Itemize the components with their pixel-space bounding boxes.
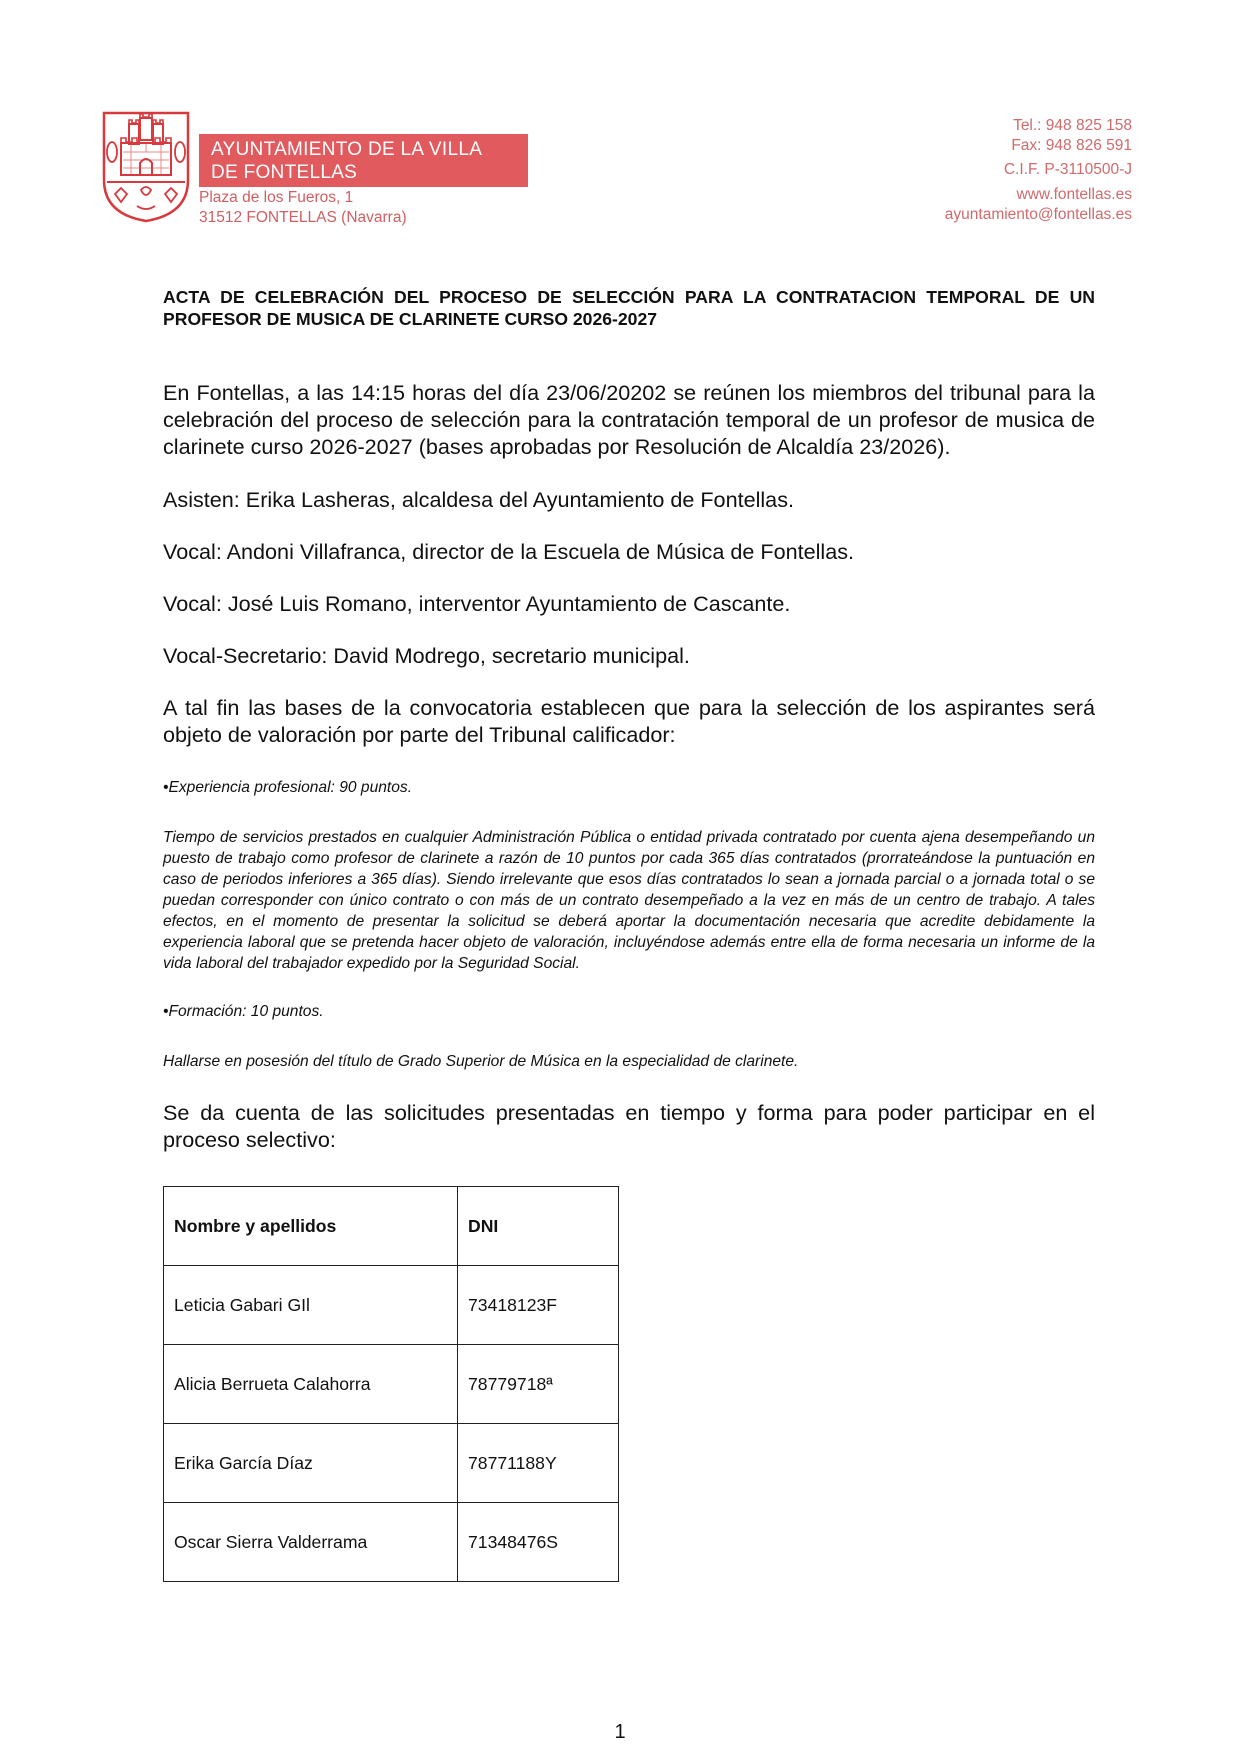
criterion-experience-text: Tiempo de servicios prestados en cualquier Administración Pública o entidad privada contratado por cuenta ajena desempeñando un puesto de trabajo como profesor de clarinete a razón de 10 puntos por cada 365 días contratados (prorrateándose la puntuación en caso de periodos inferiores a 365 días). Siendo irrelevante que esos días contratados lo sean a jornada parcial o a jornada total o se puedan corresponder con único contrato o con más de un contrato desempeñado a la vez en más de un centro de trabajo. A tales efectos, en el momento de presentar la solicitud se deberá aportar la documentación necesaria que acredite debidamente la experiencia laboral que se pretenda hacer objeto de valoración, incluyéndose además entre ella de forma necesaria un informe de la vida laboral del trabajador expedido por la Seguridad Social. [163,829,1095,972]
criterion-experience-title: •Experiencia profesional: 90 puntos. [163,779,413,796]
criterion-training-title: •Formación: 10 puntos. [163,1003,324,1020]
page-number: 1 [614,1721,626,1743]
contact-cif: C.I.F. P-3110500-J [1003,161,1132,178]
attendee-line-president: Asisten: Erika Lasheras, alcaldesa del Ayuntamiento de Fontellas. [163,487,794,512]
attendee-line-vocal-2: Vocal: José Luis Romano, interventor Ayuntamiento de Cascante. [163,591,791,616]
attendee-line-vocal-1: Vocal: Andoni Villafranca, director de la Escuela de Música de Fontellas. [163,539,854,564]
applicants-table [163,1186,619,1582]
applicant-name: Alicia Berrueta Calahorra [164,1345,458,1424]
applications-paragraph: Se da cuenta de las solicitudes presentadas en tiempo y forma para poder participar en el proceso selectivo: [163,1100,1095,1152]
table-row [164,1424,619,1503]
table-row [164,1266,619,1345]
organization-name-line2: DE FONTELLAS [211,162,358,183]
document-body [163,286,1095,1582]
contact-fax: Fax: 948 826 591 [1011,137,1132,154]
address-street: Plaza de los Fueros, 1 [199,189,354,206]
applicant-name: Erika García Díaz [164,1424,458,1503]
header-dni: DNI [458,1187,619,1266]
applicant-dni: 73418123F [458,1266,619,1345]
attendee-line-secretary: Vocal-Secretario: David Modrego, secretario municipal. [163,643,690,668]
document-title: ACTA DE CELEBRACIÓN DEL PROCESO DE SELECCIÓN PARA LA CONTRATACION TEMPORAL DE UN PROFESOR DE MUSICA DE CLARINETE CURSO 2026-2027 [163,287,1095,329]
organization-name-banner [199,134,528,187]
table-header-row [164,1187,619,1266]
contact-email: ayuntamiento@fontellas.es [944,206,1132,223]
applicant-dni: 78771188Y [458,1424,619,1503]
intro-paragraph: En Fontellas, a las 14:15 horas del día 23/06/20202 se reúnen los miembros del tribunal para la celebración del proceso de selección para la contratación temporal de un profesor de musica de clarinete curso 2026-2027 (bases aprobadas por Resolución de Alcaldía 23/2026). [163,380,1095,459]
municipal-crest-icon [101,110,191,224]
table-row [164,1503,619,1582]
bases-paragraph: A tal fin las bases de la convocatoria establecen que para la selección de los aspirantes será objeto de valoración por parte del Tribunal calificador: [163,695,1095,747]
applicant-name: Leticia Gabari GIl [164,1266,458,1345]
address-city: 31512 FONTELLAS (Navarra) [199,209,407,226]
applicant-dni: 71348476S [458,1503,619,1582]
applicant-dni: 78779718ª [458,1345,619,1424]
table-row [164,1345,619,1424]
contact-website: www.fontellas.es [1016,186,1132,203]
contact-phone: Tel.: 948 825 158 [1013,117,1132,134]
header-name: Nombre y apellidos [164,1187,458,1266]
organization-name-line1: AYUNTAMIENTO DE LA VILLA [211,139,483,160]
criterion-training-text: Hallarse en posesión del título de Grado Superior de Música en la especialidad de clarinete. [163,1053,799,1070]
applicant-name: Oscar Sierra Valderrama [164,1503,458,1582]
